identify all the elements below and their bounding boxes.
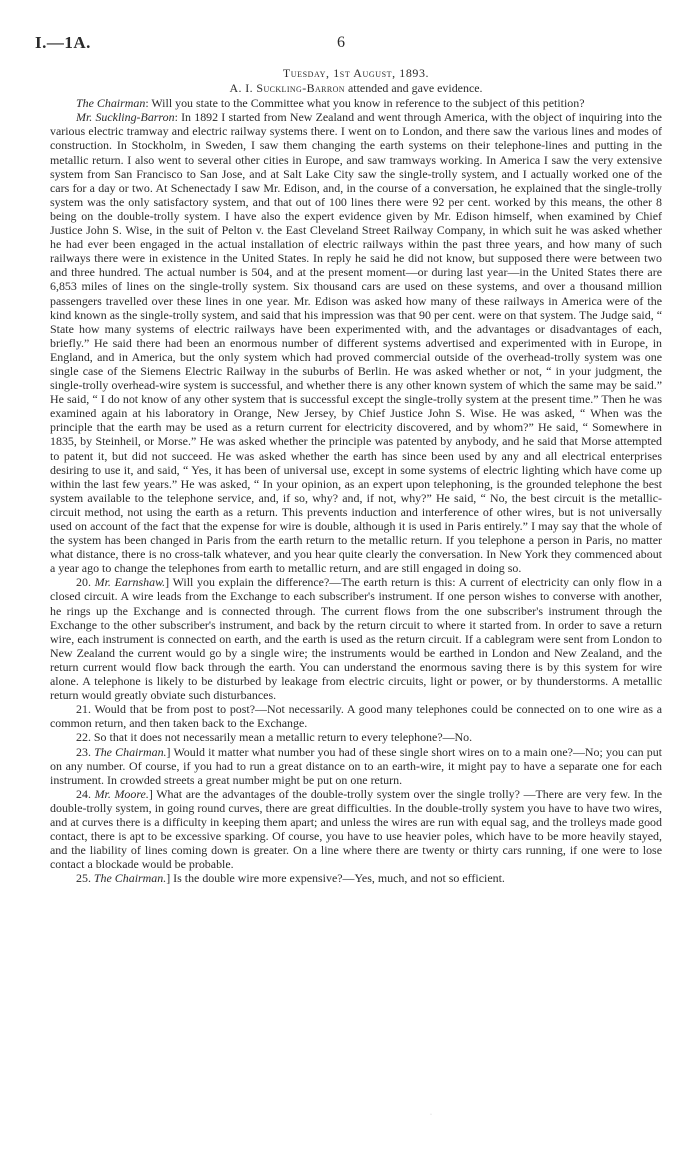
paragraph-text: ] Will you explain the difference?—The earth return is this: A current of electricity can only flow in a closed circuit. A wire leads from the Exchange to each subscriber's instrument. If one person wishes to converse with another, he rings up the Exchange and is connected through. The current flows from the one subscriber's instrument through the Exchange to the other subscriber's instrument, and back by the return circuit to where it started from. In order to save a return wire, each instrument is connected on earth, and the earth is used as the return circuit. If a cablegram were sent from London to New Zealand the current would go by a single wire; the instruments would be earthed in London and New Zealand, and the return current would flow back through the earth. You can understand the enormous saving there is by this system for wire alone. A telephone is likely to be disturbed by leakage from electric circuits, light or power, or by thunderstorms. A metallic return would greatly obviate such disturbances. (50, 575, 662, 703)
attendance-text: attended and gave evidence. (344, 81, 483, 96)
paragraph-text: Would that be from post to post?—Not necessarily. A good many telephones could be connected on to one wire as a common return, and then taken back to the Exchange. (50, 702, 662, 731)
question-number: 20. (76, 575, 91, 590)
attendance-line (50, 81, 662, 95)
paragraph-text: ] Is the double wire more expensive?—Yes, much, and not so efficient. (166, 871, 505, 886)
witness-name: A. I. Suckling-Barron (229, 81, 345, 96)
paragraph-question-22 (50, 730, 662, 744)
question-number: 23. (76, 744, 91, 759)
paragraph-text: ] Would it matter what number you had of these single short wires on to a main one?—No; you can put on any number. Of course, if you had to run a great distance on to an earth-wire, it might pay to have a separate one for each instrument. In crowded streets a great number might be put on one return. (50, 744, 662, 787)
question-number: 22. (76, 730, 91, 745)
page-number: 6 (337, 34, 345, 51)
paragraph-text: : Will you state to the Committee what you know in reference to the subject of this petition? (145, 96, 585, 111)
paragraph-text: : In 1892 I started from New Zealand and went through America, with the object of inquiring into the various electric tramway and electric railway systems there. I went on to London, and there saw the various lines and modes of construction. In Stockholm, in Sweden, I saw them changing the earth systems on their telephone-lines and putting in the metallic return. I also went to several other cities in Europe, and saw tramways working. In America I saw the very extensive system from San Francisco to San Jose, and at Salt Lake City saw the single-trolly system, and I actually worked one of the cars for a day or two. At Schenectady I saw Mr. Edison, and, in the course of a conversation, he explained that the single-trolly system was the only satisfactory system, and that out of 100 lines there were 92 per cent. worked by this means, the other 8 being on the double-trolly system. I have also the expert evidence given by Mr. Edison himself, when examined by Chief Justice John S. Wise, in the suit of Pelton v. the East Cleveland Street Railway Company, in which suit he was asked whether he had ever been engaged in the actual installation of electric railways within the past three years, and how many of such railways there were in existence in the United States. In reply he said he did not know, but supposed there were between two and three hundred. The actual number is 504, and at the present moment—or during last year—in the United States there are 6,853 miles of lines on the single-trolly system. Six thousand cars are used on these systems, and over a thousand million passengers travelled over these lines in one year. Mr. Edison was asked how many of these railways in America were of the kind known as the single-trolly system, and said that his impression was that 90 per cent. were on that system. The Judge said, “ State how many systems of electric railways have been experimented with, and the advantages or disadvantages of each, briefly.” He said there had been an enormous number of different systems advertised and experimented with in Europe, in England, and in America, but the only system which had proved commercial outside of the overhead-trolly system was one single case of the Siemens Electric Railway in the suburbs of Berlin. He was asked whether or not, “ in your judgment, the single-trolly overhead-wire system is successful, and whether there is any other known system of which the same may be said.” He said, “ I do not know of any other system that is successful except the single-trolly system at the present time.” Then he was examined again at his laboratory in Orange, New Jersey, by Chief Justice John S. Wise. He was asked, “ When was the principle that the earth may be used as a return current for electricity discovered, and by whom?” He said, “ Somewhere in 1835, by Steinheil, or Morse.” He was asked whether the principle was patented by anybody, and he said that Morse attempted to patent it, but did not succeed. He was asked whether the earth has since been used by any and all electrical enterprises desiring to use it, and said, “ Yes, it has been of universal use, except in some systems of electric lighting which have come up within the last few years.” He was asked, “ In your opinion, as an expert upon telephoning, is the grounded telephone the best system available to the telephone service, and, if so, why? and, if not, why?” He said, “ No, the best circuit is the metallic-circuit method, not using the earth as a return. This prevents induction and interference of other wires, but is not universally used on account of the fact that the expense for wire is double, although it is used in Paris entirely.” I may say that the whole of the system has been changed in Paris from the earth return to the metallic return. If you telephone a person in Paris, no matter what distance, there is no cross-talk whatever, and you hear quite clearly the conversation. In New York they commenced about a year ago to change the telephones from earth to metallic return, and are still engaged in doing so. (50, 110, 662, 576)
paragraph-chairman-opening (50, 96, 662, 110)
question-number: 24. (76, 786, 91, 801)
paragraph-question-21 (50, 702, 662, 730)
speaker-label: The Chairman (76, 96, 146, 111)
page-header (35, 0, 662, 66)
print-speck: · (430, 1112, 432, 1118)
session-date: Tuesday, 1st August, 1893. (282, 66, 430, 80)
paragraph-question-25 (50, 871, 662, 885)
paragraph-question-20 (50, 575, 662, 702)
speaker-label: Mr. Earnshaw. (94, 575, 166, 590)
speaker-label: The Chairman. (93, 871, 167, 886)
document-reference: I.—1A. (35, 33, 91, 52)
paragraph-text: ] What are the advantages of the double-trolly system over the single trolly? —There are very few. In the double-trolly system, in going round curves, there are great difficulties. In the double-trolly system you have to have two wires, and at curves there is a difficulty in keeping them apart; and unless the wires are run with equal sag, and the trolleys made good contact, there is apt to be excessive sparking. Of course, you have to use heavier poles, which have to be more heavily stayed, and the liability of lines coming down is greater. On a line where there are twenty or thirty cars running, if one were to lose contact a blockade would be probable. (50, 786, 662, 872)
paragraph-witness-answer (50, 110, 662, 575)
speaker-label: Mr. Moore. (94, 786, 149, 801)
paragraph-question-24 (50, 787, 662, 872)
paragraph-text: So that it does not necessarily mean a metallic return to every telephone?—No. (93, 730, 473, 745)
paragraph-question-23 (50, 745, 662, 787)
speaker-label: The Chairman. (94, 744, 167, 759)
question-number: 21. (76, 702, 91, 717)
speaker-label: Mr. Suckling-Barron (76, 110, 175, 125)
question-number: 25. (76, 871, 91, 886)
